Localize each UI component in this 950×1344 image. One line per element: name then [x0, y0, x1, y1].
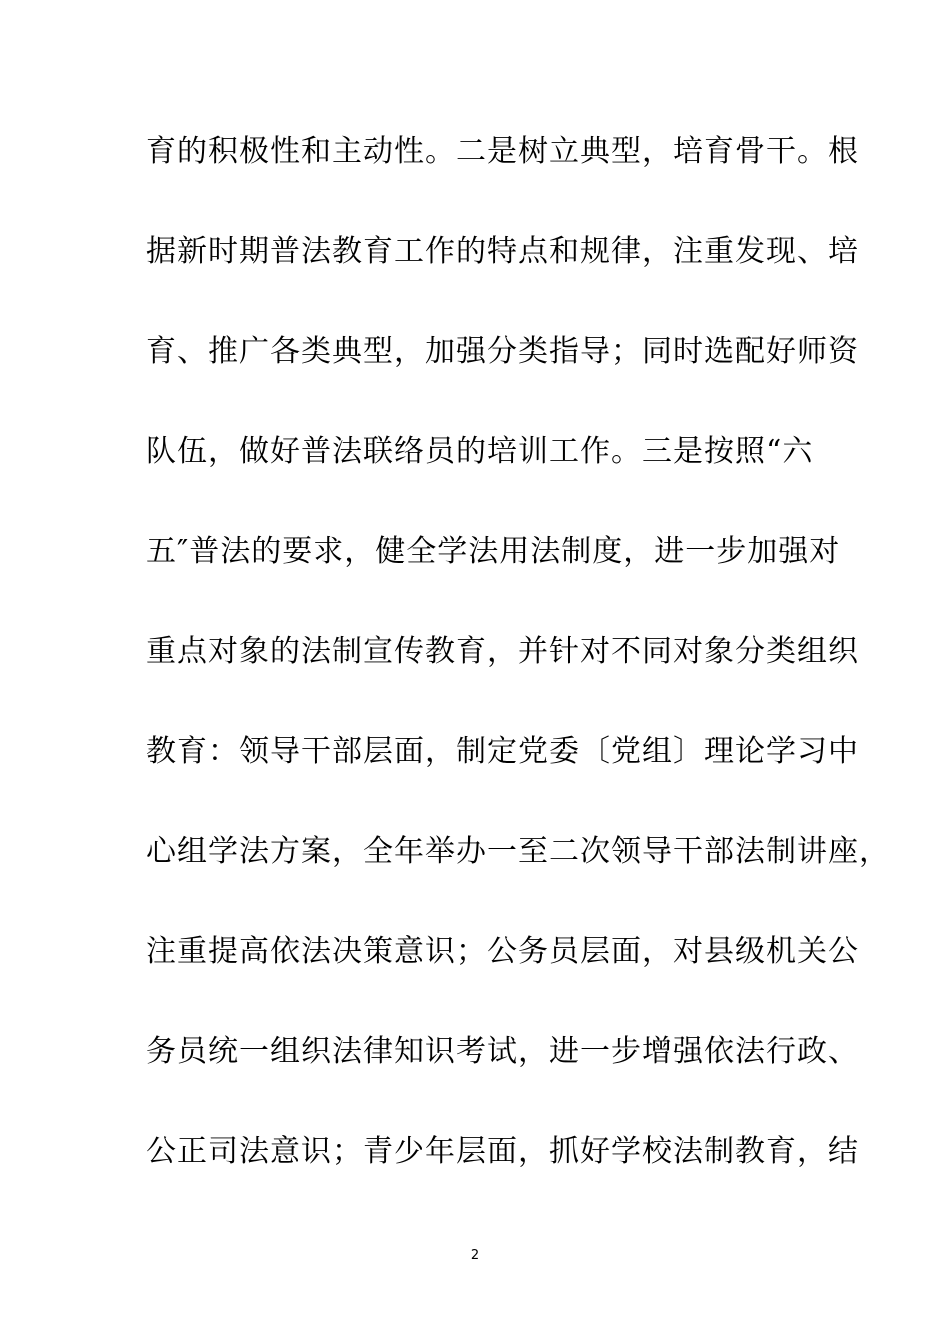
text-line-11: 公正司法意识；青少年层面，抓好学校法制教育，结 — [146, 1134, 859, 1169]
page-number: 2 — [470, 1248, 480, 1263]
text-line-8: 心组学法方案，全年举办一至二次领导干部法制讲座， — [146, 834, 890, 869]
text-line-9: 注重提高依法决策意识；公务员层面，对县级机关公 — [146, 934, 859, 969]
text-line-3: 育、推广各类典型，加强分类指导；同时选配好师资 — [146, 334, 859, 369]
text-line-10: 务员统一组织法律知识考试，进一步增强依法行政、 — [146, 1034, 859, 1069]
text-line-1: 育的积极性和主动性。二是树立典型，培育骨干。根 — [146, 134, 859, 169]
text-line-4: 队伍，做好普法联络员的培训工作。三是按照“六 — [146, 434, 814, 469]
body-text — [146, 128, 890, 1228]
text-line-6: 重点对象的法制宣传教育，并针对不同对象分类组织 — [146, 634, 859, 669]
text-line-5: 五″普法的要求，健全学法用法制度，进一步加强对 — [146, 534, 841, 569]
text-line-2: 据新时期普法教育工作的特点和规律，注重发现、培 — [146, 234, 859, 269]
text-line-7: 教育：领导干部层面，制定党委〔党组〕理论学习中 — [146, 734, 859, 769]
